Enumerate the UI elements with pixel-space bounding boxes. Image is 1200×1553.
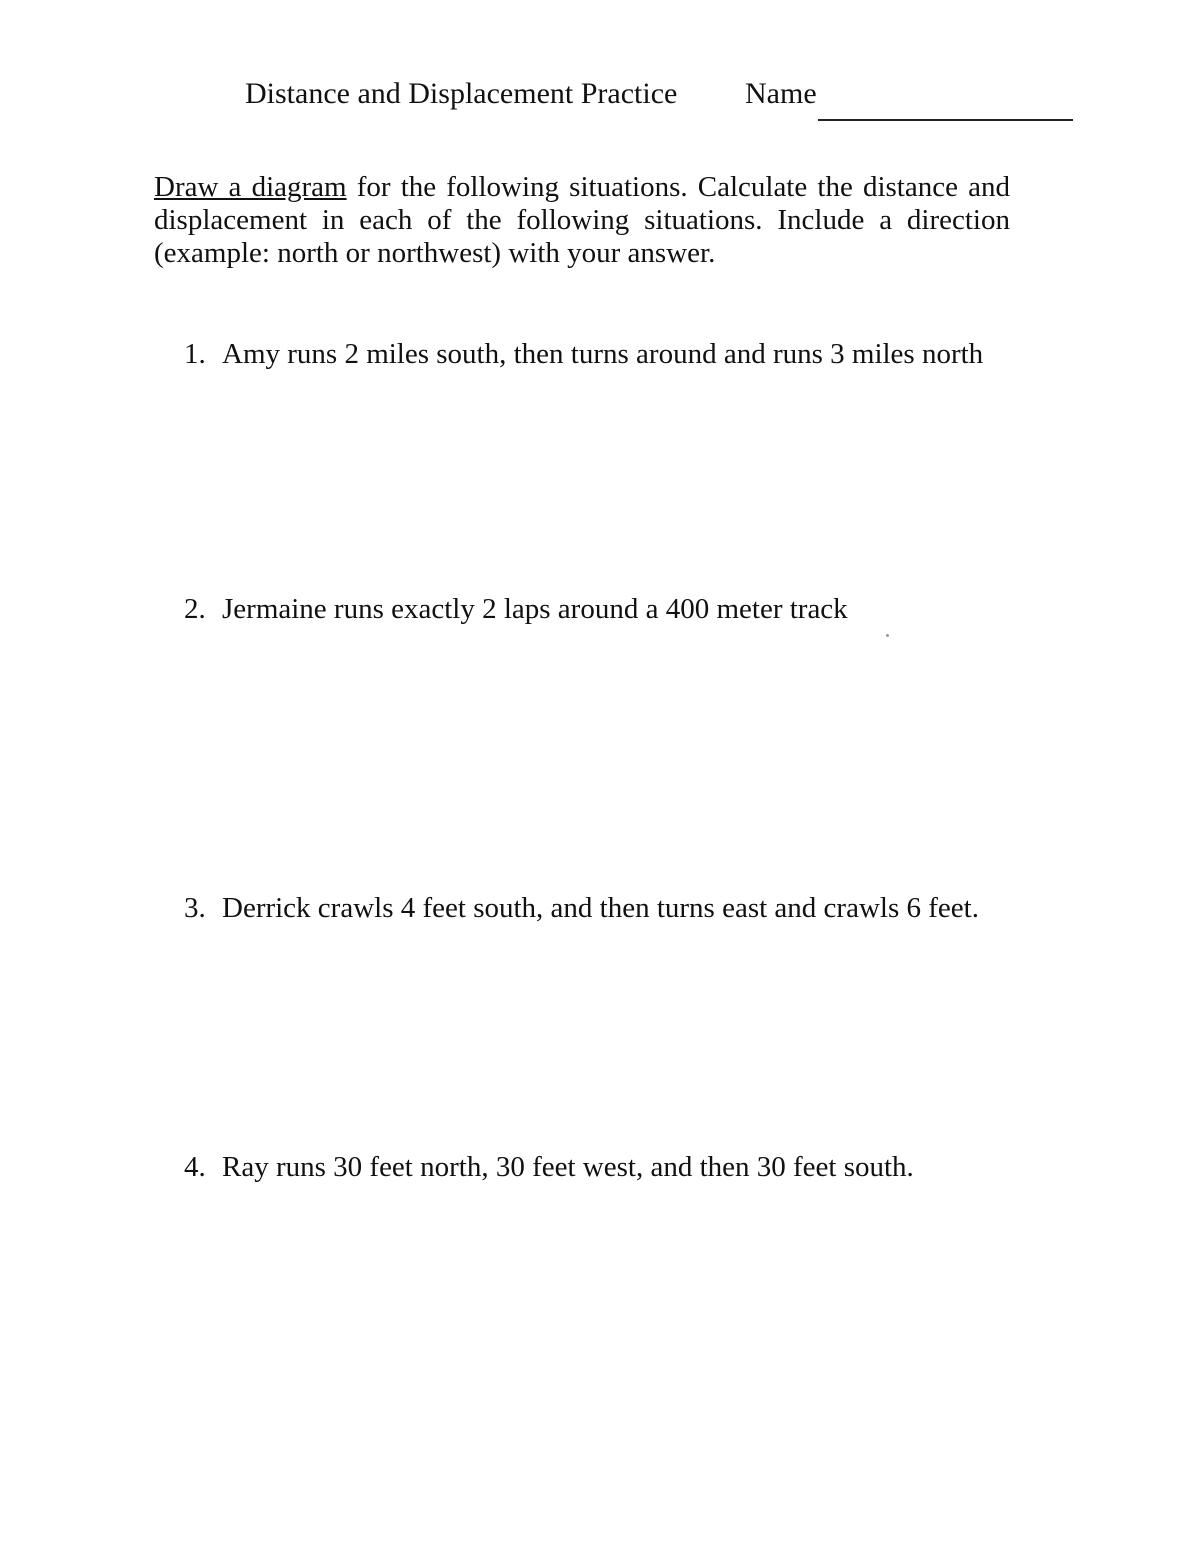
question-number: 1. (184, 338, 206, 370)
question-text: Amy runs 2 miles south, then turns around and runs 3 miles north (222, 338, 984, 370)
instructions-underlined-text: Draw a diagram (154, 171, 347, 203)
instructions-text: for the following situations. Calculate the distance and displacement in each of the following situations. Include a direction (example: north or northwest) with your answer. (154, 171, 1010, 269)
name-blank-line (818, 119, 1073, 121)
question-text: Derrick crawls 4 feet south, and then turns east and crawls 6 feet. (222, 892, 979, 924)
question-text: Jermaine runs exactly 2 laps around a 400 meter track (222, 593, 848, 625)
question-4 (184, 1149, 914, 1185)
question-number: 4. (184, 1151, 206, 1183)
instructions-paragraph (154, 171, 1010, 270)
stray-mark (886, 634, 889, 637)
question-2 (184, 591, 848, 627)
question-text: Ray runs 30 feet north, 30 feet west, and then 30 feet south. (222, 1151, 914, 1183)
question-number: 2. (184, 593, 206, 625)
question-3 (184, 890, 979, 926)
page-title: Distance and Displacement Practice (245, 77, 678, 110)
question-number: 3. (184, 892, 206, 924)
question-1 (184, 336, 983, 372)
name-label: Name (745, 77, 817, 110)
